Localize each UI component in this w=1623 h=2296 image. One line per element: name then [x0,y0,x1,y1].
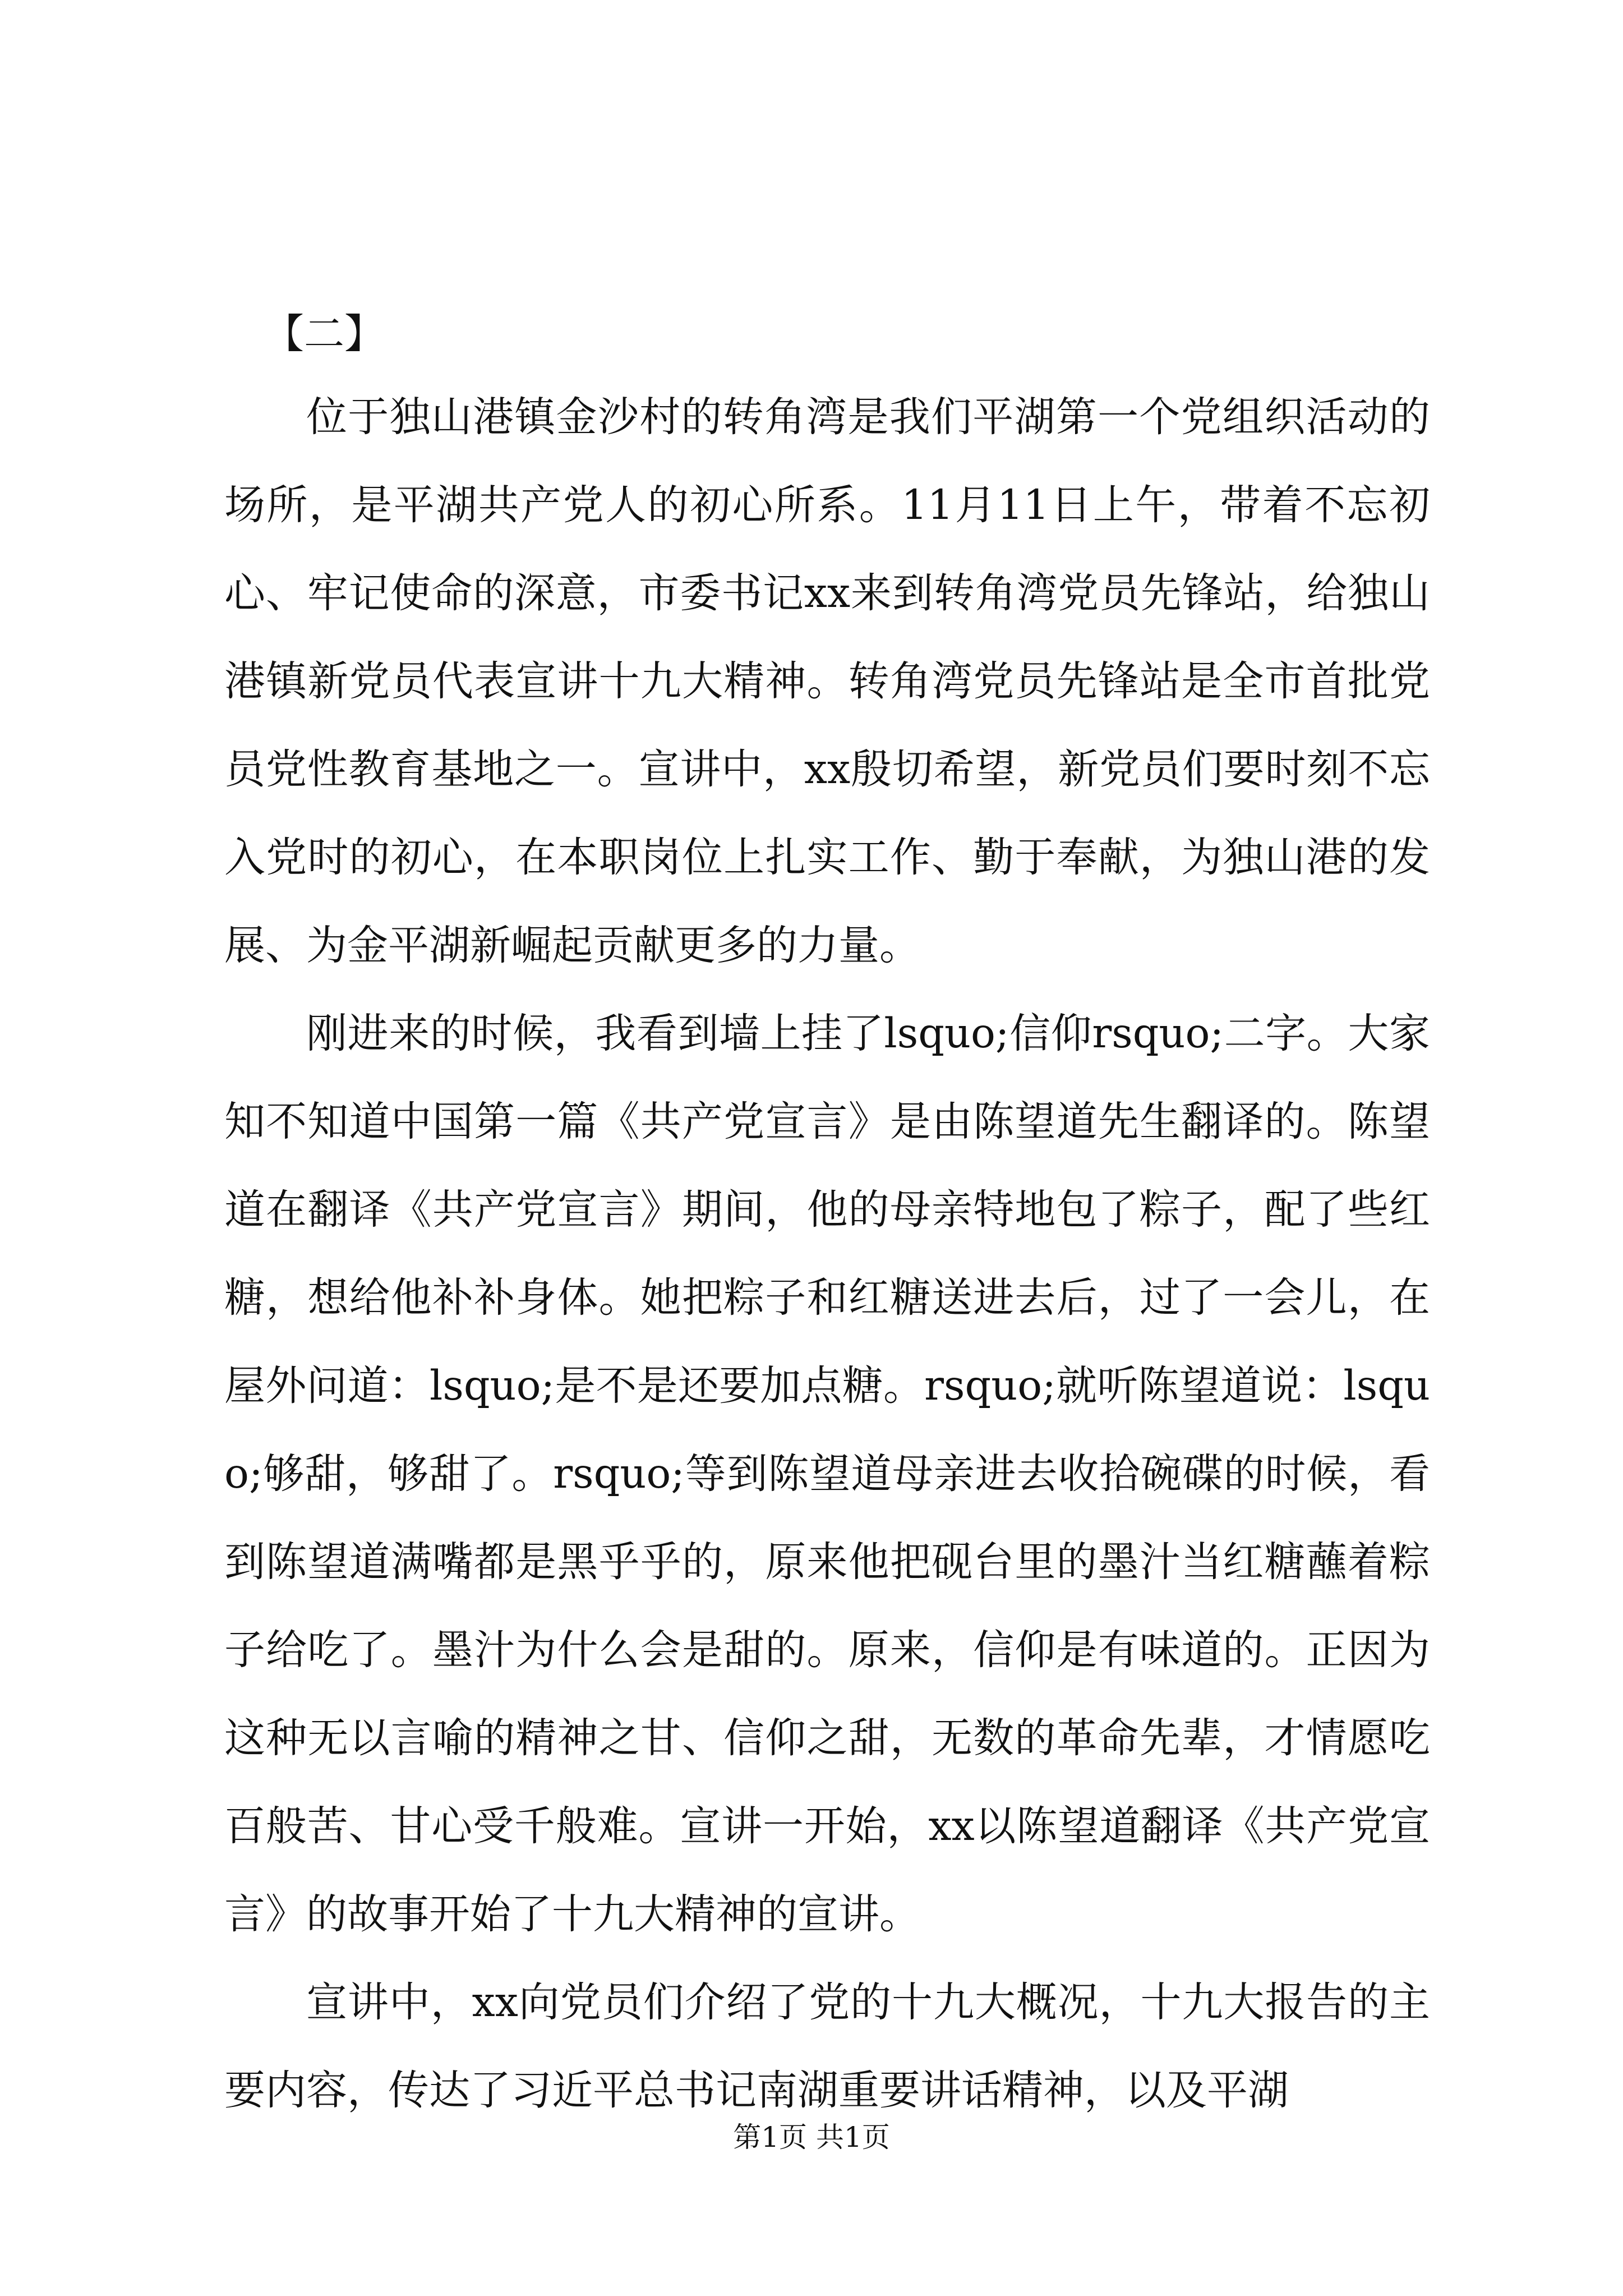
paragraph-3: 宣讲中，xx向党员们介绍了党的十九大概况，十九大报告的主要内容，传达了习近平总书记南湖重要讲话精神，以及平湖 [224,1978,1430,2114]
paragraph-2: 刚进来的时候，我看到墙上挂了lsquo;信仰rsquo;二字。大家知不知道中国第一篇《共产党宣言》是由陈望道先生翻译的。陈望道在翻译《共产党宣言》期间，他的母亲特地包了粽子，配了些红糖，想给他补补身体。她把粽子和红糖送进去后，过了一会儿，在屋外问道：lsquo;是不是还要加点糖。rsquo;就听陈望道说：lsquo;够甜，够甜了。rsquo;等到陈望道母亲进去收拾碗碟的时候，看到陈望道满嘴都是黑乎乎的，原来他把砚台里的墨汁当红糖蘸着粽子给吃了。墨汁为什么会是甜的。原来，信仰是有味道的。正因为这种无以言喻的精神之甘、信仰之甜，无数的革命先辈，才情愿吃百般苦、甘心受千般难。宣讲一开始，xx以陈望道翻译《共产党宣言》的故事开始了十九大精神的宣讲。 [224,1010,1430,1938]
document-body [224,373,1430,2134]
section-heading: 【二】 [264,310,385,357]
page-footer: 第1页 共1页 [733,2121,890,2154]
paragraph-1: 位于独山港镇金沙村的转角湾是我们平湖第一个党组织活动的场所，是平湖共产党人的初心所系。11月11日上午，带着不忘初心、牢记使命的深意，市委书记xx来到转角湾党员先锋站，给独山港镇新党员代表宣讲十九大精神。转角湾党员先锋站是全市首批党员党性教育基地之一。宣讲中，xx殷切希望，新党员们要时刻不忘入党时的初心，在本职岗位上扎实工作、勤于奉献，为独山港的发展、为金平湖新崛起贡献更多的力量。 [224,393,1430,969]
